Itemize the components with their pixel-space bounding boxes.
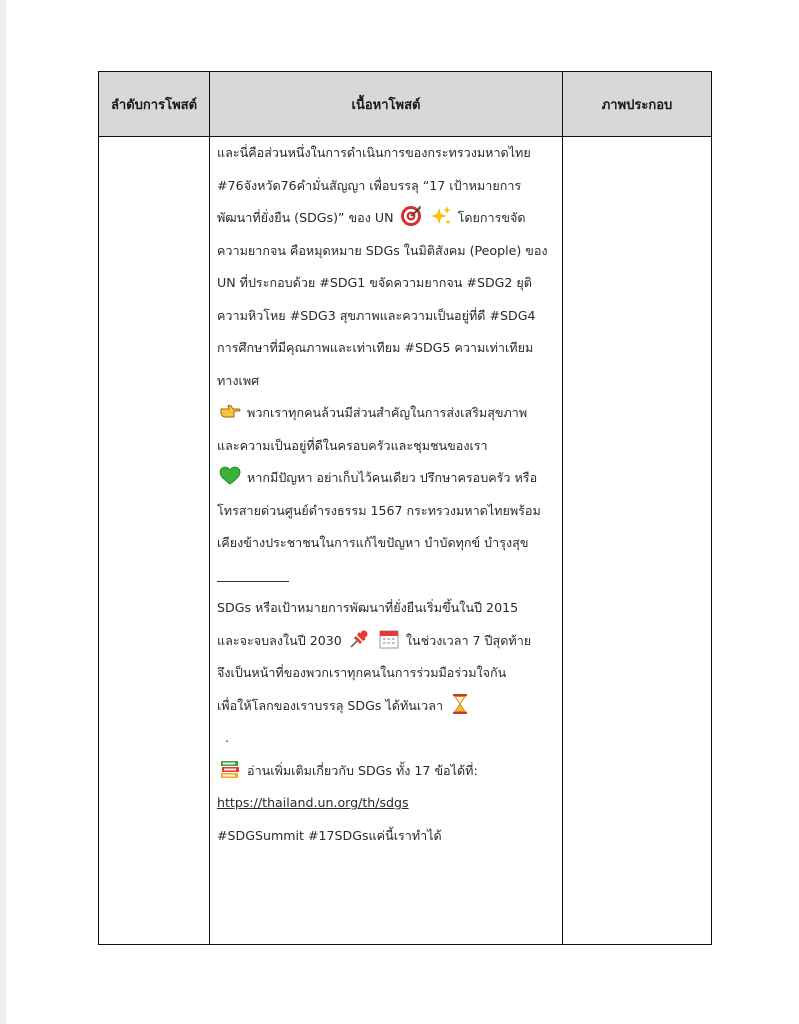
text-segment: พวกเราทุกคนล้วนมีส่วนสำคัญในการส่งเสริมสุขภาพ [247, 405, 528, 420]
target-icon [400, 205, 422, 227]
pushpin-icon [348, 628, 370, 650]
calendar-icon [378, 628, 400, 650]
link-line [217, 787, 554, 820]
text-line-with-icons [217, 625, 554, 658]
text-line-with-icon [217, 690, 554, 723]
document-page [6, 0, 799, 1024]
pointing-hand-icon [219, 400, 241, 422]
dot-line: . [225, 730, 230, 745]
text-segment: หากมีปัญหา อย่าเก็บไว้คนเดียว ปรึกษาครอบครัว หรือ [247, 470, 538, 485]
post-table [98, 71, 712, 945]
text-segment: ในช่วงเวลา 7 ปีสุดท้าย [405, 632, 532, 648]
text-line: ความยากจน คือหมุดหมาย SDGs ในมิติสังคม (People) ของ [217, 242, 548, 258]
text-line-with-icons [217, 202, 554, 235]
text-segment: โดยการขจัด [457, 210, 526, 225]
text-line: จึงเป็นหน้าที่ของพวกเราทุกคนในการร่วมมือร่วมใจกัน [217, 665, 507, 680]
text-segment: และจะจบลงในปี 2030 [217, 632, 342, 648]
cell-post-content [210, 137, 563, 945]
sparkle-icon [430, 205, 452, 227]
text-line: และนี่คือส่วนหนึ่งในการดำเนินการของกระทรวงมหาดไทย [217, 145, 531, 160]
text-line: โทรสายด่วนศูนย์ดำรงธรรม 1567 กระทรวงมหาดไทยพร้อม [217, 502, 541, 518]
text-line: UN ที่ประกอบด้วย #SDG1 ขจัดความยากจน #SDG2 ยุติ [217, 275, 532, 290]
text-line-with-icon [217, 462, 554, 495]
text-line: การศึกษาที่มีคุณภาพและเท่าเทียม #SDG5 ความเท่าเทียม [217, 340, 534, 355]
post-content [210, 137, 562, 852]
sdgs-link[interactable]: https://thailand.un.org/th/sdgs [217, 795, 409, 810]
header-row [99, 72, 712, 137]
text-segment: เพื่อให้โลกของเราบรรลุ SDGs ได้ทันเวลา [217, 697, 444, 713]
hourglass-icon [449, 693, 471, 715]
text-line: ทางเพศ [217, 372, 260, 388]
text-segment: อ่านเพิ่มเติมเกี่ยวกับ SDGs ทั้ง 17 ข้อได้ที่: [247, 762, 478, 778]
text-line: #76จังหวัด76คำมั่นสัญญา เพื่อบรรลุ “17 เป้าหมายการ [217, 177, 522, 193]
separator-line [217, 560, 554, 593]
text-line: เคียงข้างประชาชนในการแก้ไขปัญหา บำบัดทุกข์ บำรุงสุข [217, 535, 529, 550]
text-line: SDGs หรือเป้าหมายการพัฒนาที่ยั่งยืนเริ่มขึ้นในปี 2015 [217, 600, 519, 615]
text-line-with-icon [217, 397, 554, 430]
separator [217, 581, 289, 582]
header-post-order: ลำดับการโพสต์ [99, 72, 210, 137]
cell-illustration [563, 137, 712, 945]
header-illustration: ภาพประกอบ [563, 72, 712, 137]
books-icon [219, 758, 241, 780]
text-line-with-icon [217, 755, 554, 788]
green-heart-icon [219, 465, 241, 487]
header-post-content: เนื้อหาโพสต์ [210, 72, 563, 137]
text-segment: พัฒนาที่ยั่งยืน (SDGs)” ของ UN [217, 210, 394, 225]
text-line: และความเป็นอยู่ที่ดีในครอบครัวและชุมชนของเรา [217, 437, 488, 453]
hashtags-line: #SDGSummit #17SDGsแค่นี้เราทำได้ [217, 827, 442, 843]
cell-post-order [99, 137, 210, 945]
table-row [99, 137, 712, 945]
text-line: ความหิวโหย #SDG3 สุขภาพและความเป็นอยู่ที่ดี #SDG4 [217, 307, 536, 323]
